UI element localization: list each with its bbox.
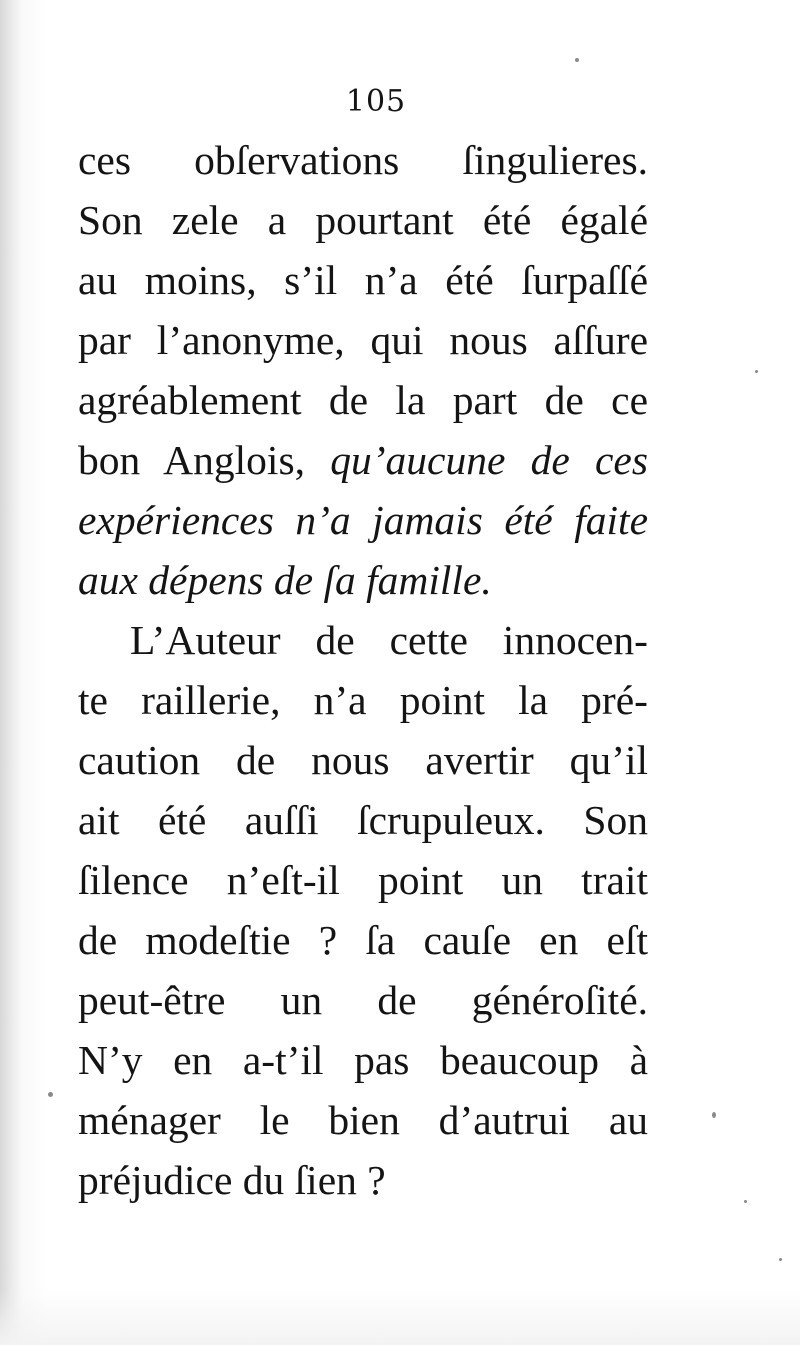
paragraph-start-line: L’Auteur de cette innocen-: [130, 617, 648, 663]
paper-speck: [755, 370, 758, 373]
text-line-roman-part: bon Anglois,: [78, 437, 305, 483]
text-line: peut-être un de généroſité.: [78, 977, 648, 1023]
paper-speck: [744, 1200, 747, 1203]
paper-speck: [575, 58, 579, 62]
paper-speck: [779, 1258, 782, 1261]
text-line-mixed: [78, 430, 648, 490]
paper-speck: [48, 1092, 53, 1097]
text-line: caution de nous avertir qu’il: [78, 737, 648, 783]
text-line-last: préjudice du ſien ?: [78, 1157, 386, 1203]
text-line-italic: aux dépens de ſa famille.: [78, 557, 492, 603]
text-line: te raillerie, n’a point la pré-: [78, 677, 648, 723]
text-line: N’y en a-t’il pas beaucoup à: [78, 1037, 648, 1083]
text-line: ménager le bien d’autrui au: [78, 1097, 648, 1143]
text-line-italic: expériences n’a jamais été faite: [78, 497, 648, 543]
text-line: au moins, s’il n’a été ſurpaſſé: [78, 257, 648, 303]
page-number: 105: [345, 84, 407, 119]
text-line: ces obſervations ſingulieres.: [78, 137, 648, 183]
text-line: ait été auſſi ſcrupuleux. Son: [78, 797, 648, 843]
body-text: [78, 130, 648, 1210]
paper-speck: [712, 1112, 716, 1118]
page-gutter-shadow: [0, 0, 22, 1345]
page-bottom-edge: [0, 1290, 800, 1345]
text-line: de modeſtie ? ſa cauſe en eſt: [78, 917, 648, 963]
text-line: par l’anonyme, qui nous aſſure: [78, 317, 648, 363]
text-line: Son zele a pourtant été égalé: [78, 197, 648, 243]
text-line: agréablement de la part de ce: [78, 377, 648, 423]
text-line: ſilence n’eſt-il point un trait: [78, 857, 648, 903]
text-line-italic-part: qu’aucune de ces: [330, 437, 649, 483]
